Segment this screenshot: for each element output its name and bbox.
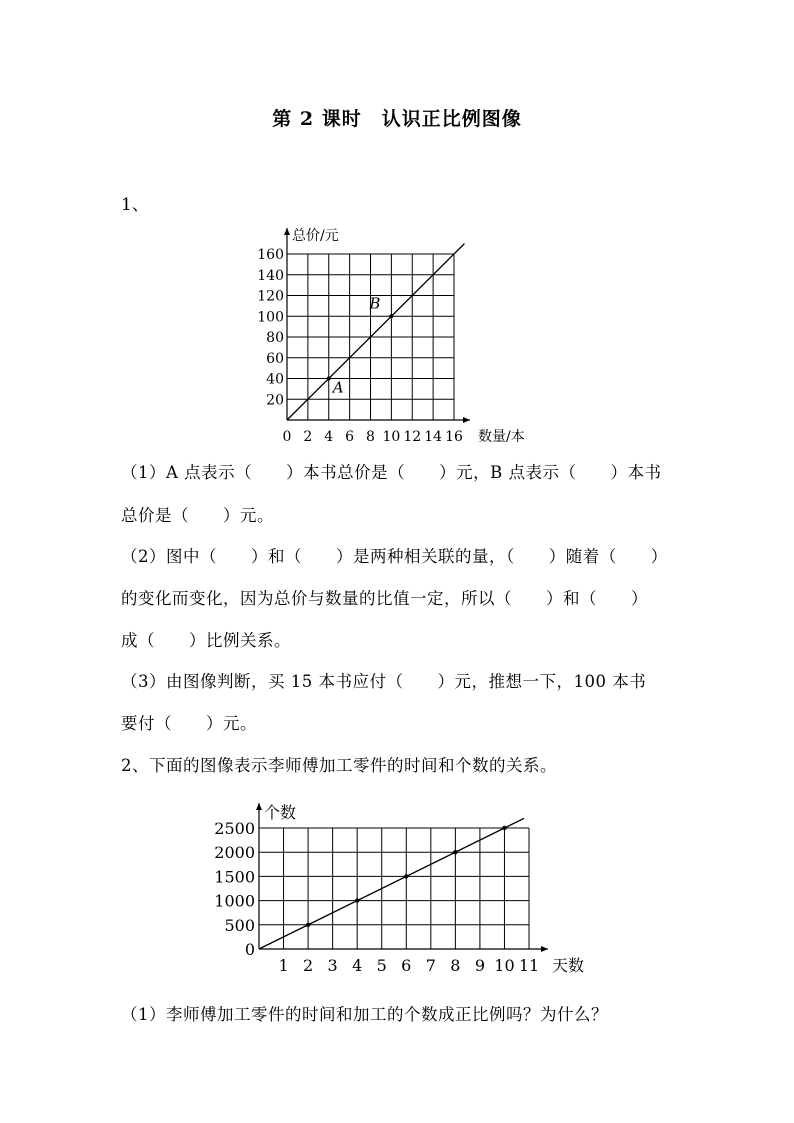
q1-line-1: （1）A 点表示（ ）本书总价是（ ）元，B 点表示（ ）本书 — [121, 463, 662, 482]
y-tick-label: 2500 — [214, 819, 255, 838]
y-axis-arrow — [256, 803, 262, 810]
y-tick-label: 40 — [266, 371, 284, 388]
x-tick-label: 14 — [424, 429, 443, 445]
x-tick-label: 10 — [382, 429, 401, 445]
x-tick-label: 5 — [376, 956, 387, 975]
y-tick-label: 20 — [266, 392, 284, 409]
x-axis-arrow — [541, 946, 548, 952]
y-tick-label: 1500 — [214, 867, 255, 887]
x-tick-label: 6 — [401, 956, 412, 975]
y-tick-label: 500 — [224, 915, 255, 935]
x-tick-label: 12 — [403, 429, 422, 445]
question-2-intro: 2、下面的图像表示李师傅加工零件的时间和个数的关系。 — [121, 756, 557, 775]
y-tick-label: 0 — [244, 940, 255, 959]
x-tick-label: 16 — [445, 429, 463, 445]
page-title: 第 2 课时 认识正比例图像 — [272, 108, 522, 130]
x-axis-label: 数量/本 — [478, 429, 525, 445]
x-tick-label: 1 — [278, 956, 289, 975]
data-point — [453, 850, 457, 854]
x-tick-label: 10 — [494, 956, 515, 975]
question-1-number: 1、 — [121, 195, 149, 215]
series-line — [259, 818, 524, 949]
x-tick-label: 2 — [302, 956, 314, 975]
y-tick-label: 80 — [266, 330, 284, 346]
y-axis-label: 个数 — [264, 803, 297, 822]
point-label-b: B — [369, 294, 381, 313]
x-axis-label: 天数 — [552, 956, 585, 975]
y-tick-label: 120 — [257, 288, 284, 305]
y-axis-arrow — [284, 228, 290, 235]
x-tick-label: 6 — [345, 429, 355, 445]
x-axis-arrow — [463, 417, 470, 423]
x-tick-label: 4 — [324, 429, 334, 445]
y-axis-label: 总价/元 — [292, 228, 339, 244]
data-point-b — [389, 314, 393, 318]
x-tick-label: 4 — [352, 956, 363, 975]
data-point — [355, 898, 359, 902]
data-point-a — [327, 377, 331, 381]
x-tick-label: 8 — [366, 429, 375, 445]
y-tick-label: 160 — [257, 247, 284, 263]
x-tick-label: 9 — [474, 956, 486, 975]
y-tick-label: 100 — [257, 309, 284, 326]
series-line — [287, 244, 464, 420]
point-label-a: A — [332, 378, 344, 397]
q1-line-6: （3）由图像判断，买 15 本书应付（ ）元，推想一下，100 本书 — [121, 672, 647, 691]
q1-line-3: （2）图中（ ）和（ ）是两种相关联的量，（ ）随着（ ） — [121, 547, 668, 566]
y-tick-label: 2000 — [214, 843, 255, 863]
x-tick-label: 0 — [282, 429, 292, 445]
x-tick-label: 8 — [450, 956, 461, 975]
data-point — [502, 826, 506, 830]
x-tick-label: 7 — [425, 956, 436, 975]
q1-line-5: 成（ ）比例关系。 — [121, 631, 291, 650]
x-tick-label: 3 — [327, 956, 338, 975]
y-tick-label: 1000 — [214, 891, 255, 911]
q1-line-2: 总价是（ ）元。 — [121, 506, 274, 525]
y-tick-label: 140 — [257, 267, 284, 284]
x-tick-label: 2 — [303, 429, 313, 445]
q1-line-7: 要付（ ）元。 — [121, 714, 257, 733]
x-tick-label: 11 — [518, 956, 540, 975]
data-point — [404, 874, 408, 878]
q1-line-4: 的变化而变化，因为总价与数量的比值一定，所以（ ）和（ ） — [121, 589, 648, 608]
q2-sub-question-1: （1）李师傅加工零件的时间和加工的个数成正比例吗？为什么？ — [121, 1005, 608, 1024]
y-tick-label: 60 — [266, 350, 284, 367]
data-point — [306, 923, 310, 927]
